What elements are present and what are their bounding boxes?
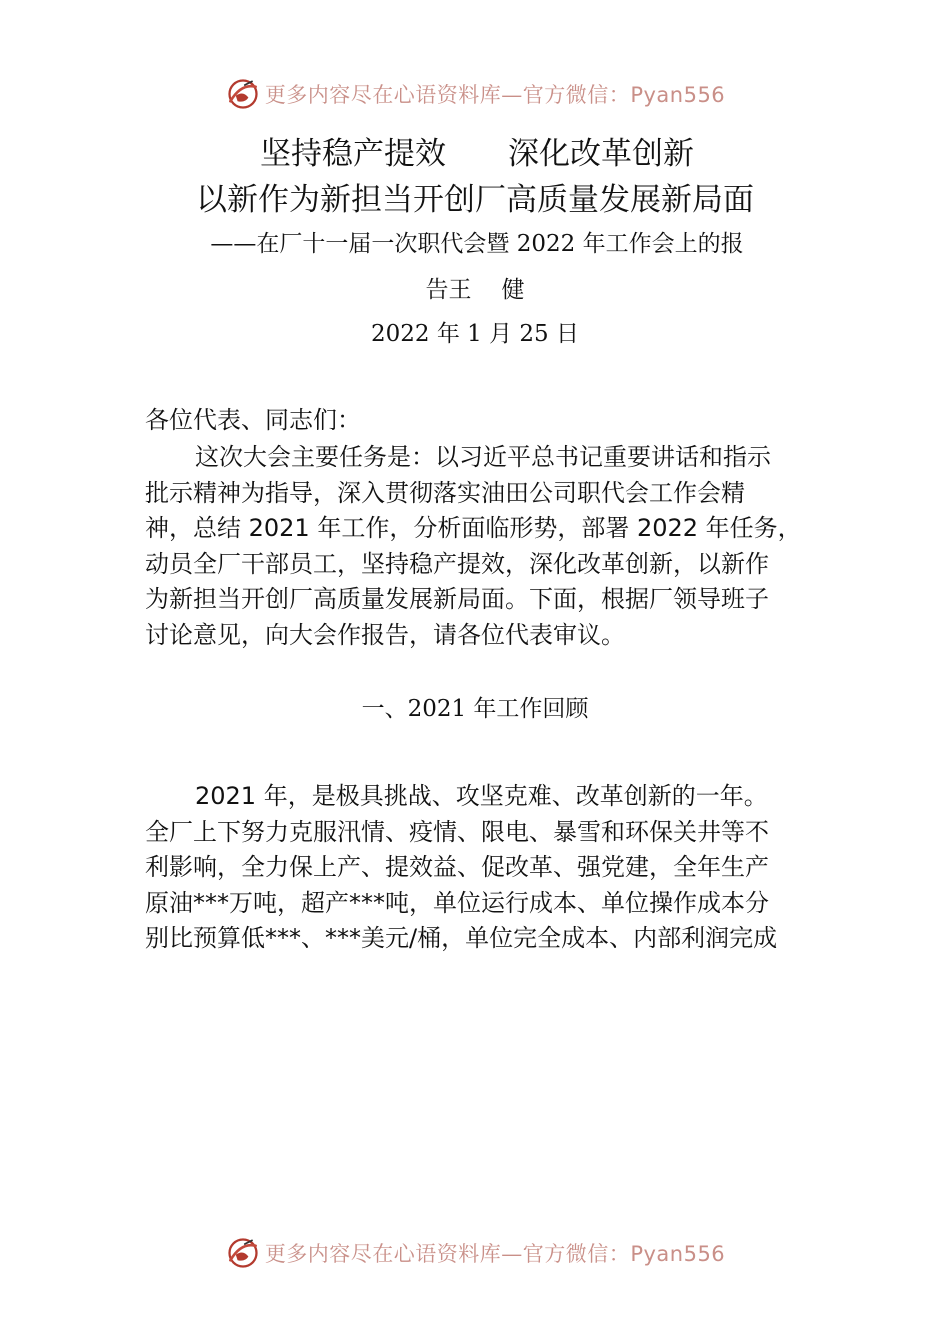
paragraph-line: 这次大会主要任务是：以习近平总书记重要讲话和指示	[195, 443, 771, 471]
paragraph-line: 神，总结 2021 年工作，分析面临形势，部署 2022 年任务，	[145, 514, 802, 542]
header-watermark	[0, 74, 950, 114]
footer-watermark	[0, 1233, 950, 1273]
salutation: 各位代表、同志们：	[145, 406, 361, 434]
watermark-wechat-id: Pyan556	[630, 83, 726, 107]
subtitle-line2	[0, 271, 950, 304]
paragraph-line: 利影响，全力保上产、提效益、促改革、强党建，全年生产	[145, 853, 769, 881]
title-phrase-left: 坚持稳产提效	[260, 136, 446, 172]
subtitle-line2-left: 告王	[425, 277, 472, 303]
main-title-line1	[2, 128, 950, 173]
brand-logo-icon	[225, 76, 261, 112]
title-phrase-right: 深化改革创新	[508, 136, 694, 172]
watermark-wechat-id: Pyan556	[630, 1242, 726, 1266]
watermark-text: 更多内容尽在心语资料库—官方微信：Pyan556	[264, 1242, 726, 1266]
paragraph-line: 2021 年，是极具挑战、攻坚克难、改革创新的一年。	[195, 782, 768, 810]
brand-logo-icon	[225, 1235, 261, 1271]
section-heading: 一、2021 年工作回顾	[361, 696, 589, 722]
subtitle-line1: ——在厂十一届一次职代会暨 2022 年工作会上的报	[210, 231, 744, 257]
paragraph-line: 讨论意见，向大会作报告，请各位代表审议。	[145, 620, 625, 649]
speaker-name-part: 健	[501, 277, 525, 303]
paragraph-line: 全厂上下努力克服汛情、疫情、限电、暴雪和环保关井等不	[145, 817, 769, 846]
paragraph-line: 批示精神为指导，深入贯彻落实油田公司职代会工作会精	[145, 478, 745, 507]
main-title-line2: 以新作为新担当开创厂高质量发展新局面	[196, 182, 754, 218]
paragraph-line: 为新担当开创厂高质量发展新局面。下面，根据厂领导班子	[145, 585, 769, 613]
paragraph-line: 别比预算低***、***美元/桶，单位完全成本、内部利润完成	[145, 924, 778, 952]
paragraph-line: 动员全厂干部员工，坚持稳产提效，深化改革创新，以新作	[145, 549, 769, 578]
paragraph-line: 原油***万吨，超产***吨，单位运行成本、单位操作成本分	[145, 888, 769, 917]
paragraph-intro	[145, 440, 825, 653]
report-date: 2022 年 1 月 25 日	[371, 321, 579, 347]
paragraph-review	[145, 779, 825, 957]
watermark-text: 更多内容尽在心语资料库—官方微信：Pyan556	[264, 83, 726, 107]
